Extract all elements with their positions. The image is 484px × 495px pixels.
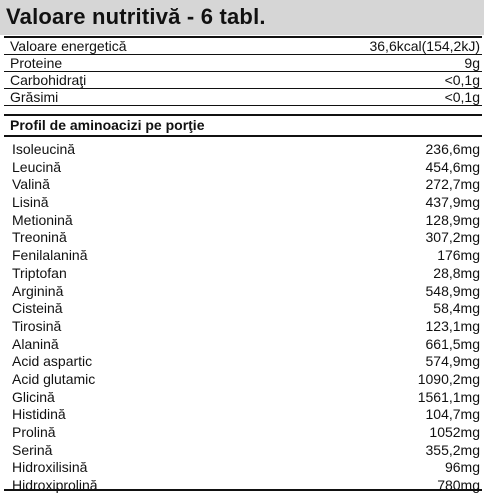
nutrition-value: 36,6kcal(154,2kJ) [369,38,480,54]
nutrition-row-protein [4,55,482,72]
amino-acid-list [4,141,482,495]
nutrition-row-energy [4,38,482,55]
amino-acid-name: Glicină [12,388,55,405]
amino-acid-name: Lisină [12,194,49,211]
nutrition-value: <0,1g [444,72,480,88]
amino-acid-name: Triptofan [12,264,67,281]
amino-acid-amount: 1561,1mg [417,388,480,405]
amino-acid-name: Acid aspartic [12,353,93,370]
amino-acid-name: Tirosină [12,317,62,334]
amino-acid-amount: 780mg [437,477,480,494]
nutrition-row-carbs [4,72,482,89]
amino-acid-amount: 96mg [444,459,480,476]
nutrition-label: Carbohidraţi [10,72,87,88]
amino-acid-name: Acid glutamic [12,370,96,387]
list-item [4,300,482,318]
list-item [4,159,482,177]
nutrition-value: 9g [464,55,480,71]
amino-acid-amount: 454,6mg [425,158,480,175]
list-item [4,212,482,230]
amino-acid-amount: 548,9mg [425,282,480,299]
amino-acid-name: Leucină [12,158,62,175]
amino-acid-amount: 176mg [437,247,480,264]
amino-acid-amount: 104,7mg [425,406,480,423]
amino-acid-amount: 28,8mg [433,264,480,281]
amino-acid-amount: 437,9mg [425,194,480,211]
amino-acid-amount: 128,9mg [425,211,480,228]
amino-acid-name: Treonină [12,229,67,246]
list-item [4,176,482,194]
nutrition-label: Grăsimi [10,89,59,105]
nutrition-row-fat [4,89,482,106]
amino-acid-name: Arginină [12,282,64,299]
amino-acid-name: Isoleucină [12,141,76,157]
list-item [4,247,482,265]
list-item [4,318,482,336]
nutrition-label: Valoare energetică [10,38,127,54]
amino-acid-name: Alanină [12,335,59,352]
amino-acid-amount: 355,2mg [425,441,480,458]
amino-acid-name: Histidină [12,406,66,423]
amino-acid-name: Valină [12,176,50,193]
bottom-divider [4,489,482,491]
amino-acid-amount: 661,5mg [425,335,480,352]
amino-profile-heading: Profil de aminoacizi pe porţie [10,117,205,133]
page-title: Valoare nutritivă - 6 tabl. [6,4,266,29]
amino-acid-amount: 123,1mg [425,317,480,334]
amino-acid-name: Serină [12,441,53,458]
amino-acid-amount: 272,7mg [425,176,480,193]
list-item [4,424,482,442]
amino-acid-amount: 236,6mg [425,141,480,157]
list-item [4,265,482,283]
amino-acid-amount: 1090,2mg [417,370,480,387]
list-item [4,406,482,424]
amino-acid-name: Prolină [12,424,56,440]
amino-acid-amount: 307,2mg [425,229,480,246]
amino-acid-name: Hidroxiprolină [12,477,98,494]
amino-acid-name: Cisteină [12,300,63,317]
amino-acid-name: Metionină [12,211,73,228]
list-item [4,336,482,354]
nutrition-table [4,36,482,106]
list-item [4,283,482,301]
amino-acid-amount: 58,4mg [433,300,480,317]
list-item [4,459,482,477]
amino-acid-amount: 574,9mg [425,353,480,370]
list-item [4,389,482,407]
amino-acid-amount: 1052mg [429,424,480,440]
nutrition-value: <0,1g [444,89,480,105]
list-item [4,442,482,460]
list-item [4,353,482,371]
list-item [4,371,482,389]
list-item [4,141,482,159]
list-item [4,194,482,212]
nutrition-label: Proteine [10,55,63,71]
amino-profile-header [4,114,482,137]
amino-acid-name: Hidroxilisină [12,459,88,476]
list-item [4,229,482,247]
list-item [4,477,482,495]
amino-acid-name: Fenilalanină [12,247,88,264]
